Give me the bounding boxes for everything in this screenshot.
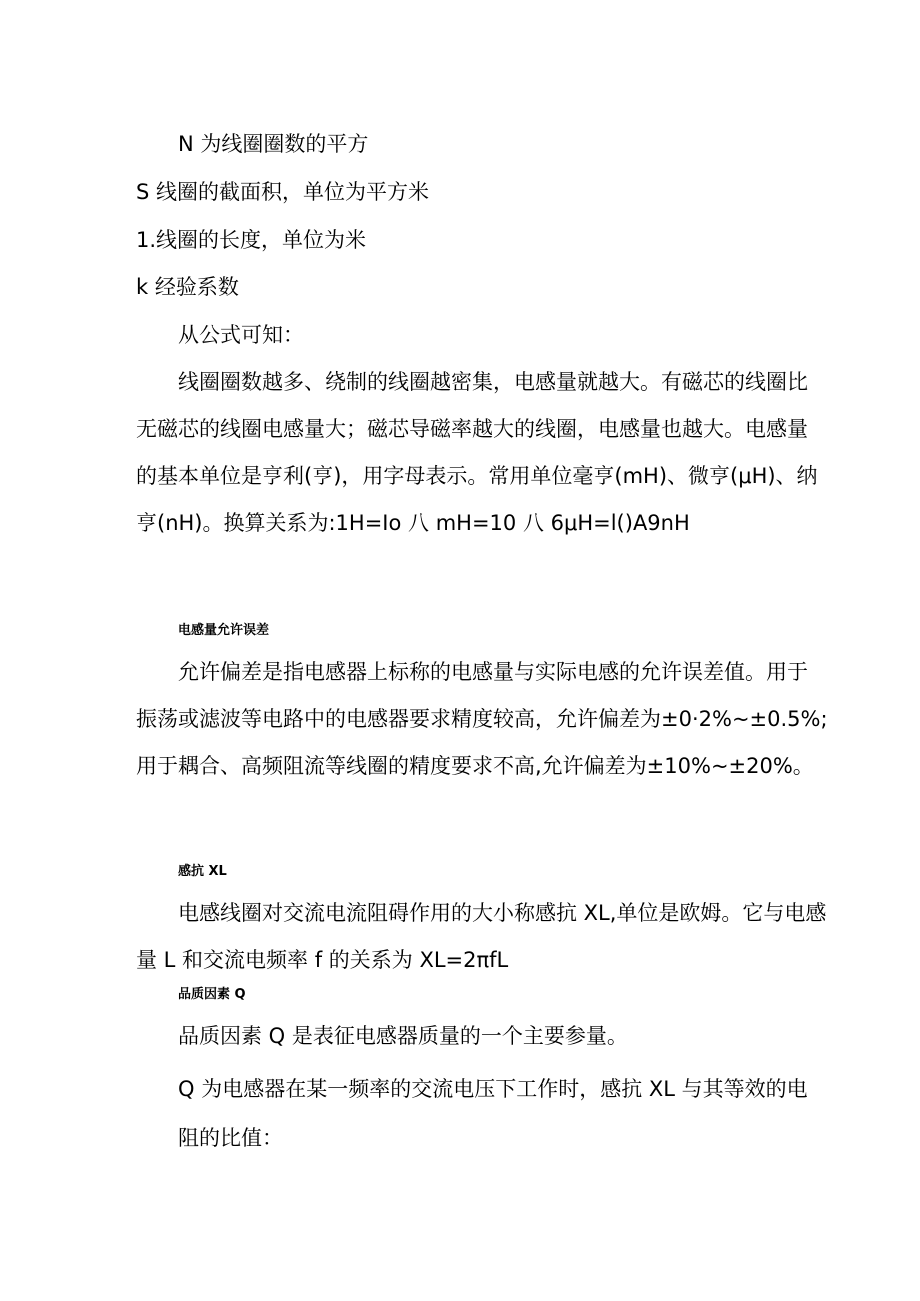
definition-l: 1.线圈的长度，单位为米 [136,228,367,252]
definition-k: k 经验系数 [136,275,239,299]
intro-line: 亨(nH)。换算关系为:1H=Io 八 mH=10 八 6μH=l()A9nH [136,511,690,535]
section-heading-quality: 品质因素 Q [178,987,246,1002]
reactance-line: 电感线圈对交流电流阻碍作用的大小称感抗 XL,单位是欧姆。它与电感 [178,901,827,925]
tolerance-line: 允许偏差是指电感器上标称的电感量与实际电感的允许误差值。用于 [178,660,808,684]
reactance-line: 量 L 和交流电频率 f 的关系为 XL=2πfL [136,948,509,972]
section-heading-tolerance: 电感量允许误差 [178,623,270,638]
quality-line: Q 为电感器在某一频率的交流电压下工作时，感抗 XL 与其等效的电 [178,1077,808,1101]
definition-s: S 线圈的截面积，单位为平方米 [136,180,430,204]
tolerance-line: 用于耦合、高频阻流等线圈的精度要求不高,允许偏差为±10%~±20%。 [136,754,814,778]
intro-lead: 从公式可知： [178,323,304,347]
quality-line: 阻的比值： [178,1126,283,1150]
intro-line: 的基本单位是亨利(亨)，用字母表示。常用单位毫亨(mH)、微亨(μH)、纳 [136,464,818,488]
intro-line: 无磁芯的线圈电感量大；磁芯导磁率越大的线圈，电感量也越大。电感量 [136,417,808,441]
definition-n: N 为线圈圈数的平方 [178,132,369,156]
quality-line: 品质因素 Q 是表征电感器质量的一个主要参量。 [178,1024,628,1048]
intro-line: 线圈圈数越多、绕制的线圈越密集，电感量就越大。有磁芯的线圈比 [178,370,808,394]
tolerance-line: 振荡或滤波等电路中的电感器要求精度较高，允许偏差为±0·2%~±0.5%; [136,707,828,731]
section-heading-reactance: 感抗 XL [178,864,227,879]
